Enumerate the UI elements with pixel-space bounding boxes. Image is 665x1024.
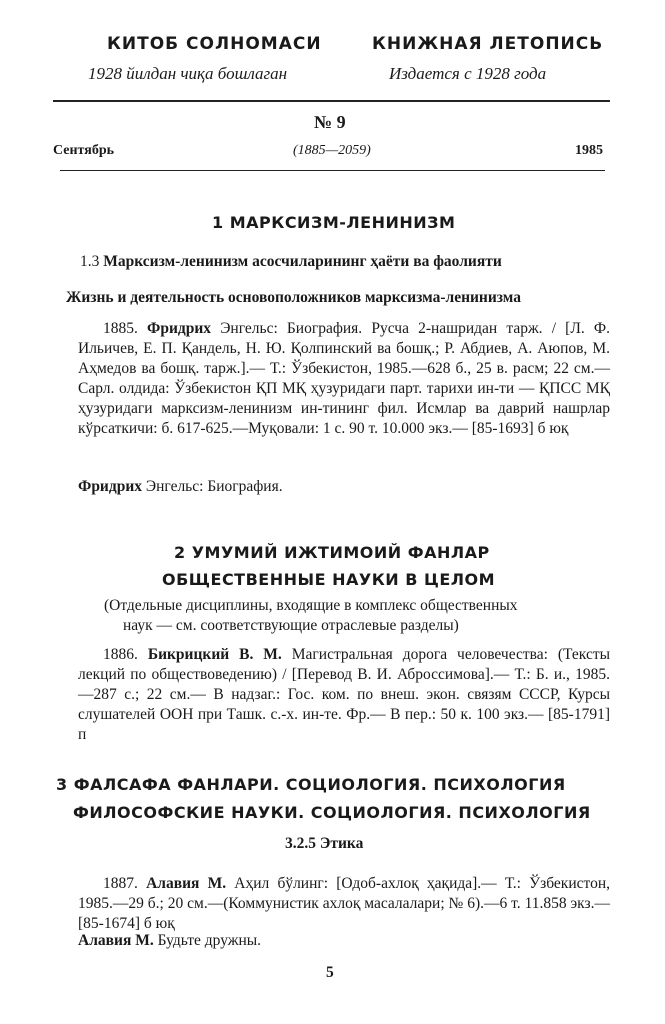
entry-1885-number: 1885. — [103, 320, 138, 337]
entry-1885 — [78, 319, 610, 439]
entry-1887-text: Аҳил бўлинг: [Одоб-ахлоқ ҳақида].— Т.: Ўзбекистон, 1985.—29 б.; 20 см.—(Коммунистик ахлоқ масалалари; № 6).—6 т. 11.858 экз.— [85-1674] б юқ — [78, 875, 610, 932]
issue-range: (1885—2059) — [293, 143, 371, 158]
masthead-left-title: КИТОБ СОЛНОМАСИ — [107, 34, 322, 54]
entry-1885-ref-author: Фридрих — [78, 478, 143, 495]
section1-sub-title: Марксизм-ленинизм асосчиларининг ҳаёти ва фаолияти — [103, 253, 502, 270]
section3-title-ru: ФИЛОСОФСКИЕ НАУКИ. СОЦИОЛОГИЯ. ПСИХОЛОГИЯ — [73, 803, 591, 822]
entry-1887-number: 1887. — [103, 875, 138, 892]
entry-1885-ref-text: Энгельс: Биография. — [145, 478, 283, 495]
entry-1887-author: Алавия М. — [146, 875, 227, 892]
page-number: 5 — [326, 964, 334, 981]
issue-month: Сентябрь — [53, 143, 115, 158]
entry-1886 — [78, 645, 610, 745]
section2-note-line2: наук — см. соответствующие отраслевые разделы) — [123, 617, 459, 634]
section2-title-uz: 2 УМУМИЙ ИЖТИМОИЙ ФАНЛАР — [174, 543, 490, 562]
entry-1887 — [78, 874, 610, 934]
masthead-left-subtitle: 1928 йилдан чиқа бошлаган — [88, 64, 288, 83]
section1-subheading-ru: Жизнь и деятельность основоположников марксизма-ленинизма — [66, 289, 522, 306]
section2-title-ru: ОБЩЕСТВЕННЫЕ НАУКИ В ЦЕЛОМ — [162, 570, 496, 589]
issue-number: № 9 — [314, 112, 346, 132]
section1-title: 1 МАРКСИЗМ-ЛЕНИНИЗМ — [212, 213, 456, 232]
section2-note-line1: (Отдельные дисциплины, входящие в комплекс общественных — [104, 597, 518, 614]
issue-year: 1985 — [575, 143, 603, 158]
masthead-rule — [53, 100, 610, 102]
section1-sub-number: 1.3 — [80, 253, 100, 270]
section1-subheading-uz — [80, 253, 502, 271]
section3-subheading: 3.2.5 Этика — [285, 835, 364, 852]
issue-rule — [60, 170, 605, 171]
entry-1887-ref-author: Алавия М. — [78, 932, 154, 949]
entry-1886-number: 1886. — [103, 646, 138, 663]
entry-1887-reference — [78, 932, 261, 950]
entry-1885-author: Фридрих — [147, 320, 212, 337]
entry-1886-author: Бикрицкий В. М. — [147, 646, 282, 663]
entry-1887-ref-text: Будьте дружны. — [157, 932, 262, 949]
entry-1885-reference — [78, 478, 283, 496]
masthead-right-subtitle: Издается с 1928 года — [389, 64, 547, 83]
entry-1885-text: Энгельс: Биография. Русча 2-нашридан тарж. / [Л. Ф. Ильичев, Е. П. Қандель, Н. Ю. Қолпинский ва бошқ.; Р. Абдиев, А. Аюпов, М. Аҳмедов ва бошқ. тарж.].— Т.: Ўзбекистон, 1985.—628 б., 25 в. расм; 22 см.— Сарл. олдида: Ўзбекистон ҚП МҚ ҳузуридаги парт. тарихи ин-ти — ҚПСС МҚ ҳузуридаги марксизм-ленинизм ин-тининг фил. Исмлар ва даврий нашрлар кўрсаткичи: б. 617-625.—Муқовали: 1 с. 90 т. 10.000 экз.— [85-1693] б юқ — [78, 320, 610, 437]
entry-1886-text: Магистральная дорога человечества: (Тексты лекций по обществоведению) / [Перевод В. И. Аброссимова].— Т.: Б. и., 1985.—287 с.; 22 см.— В надзаг.: Гос. ком. по внеш. экон. связям СССР, Курсы слушателей ООН при Ташк. с.-х. ин-те. Фр.— В пер.: 50 к. 100 экз.— [85-1791] п — [78, 646, 611, 743]
section3-title-uz: 3 ФАЛСАФА ФАНЛАРИ. СОЦИОЛОГИЯ. ПСИХОЛОГИЯ — [56, 775, 566, 794]
masthead-right-title: КНИЖНАЯ ЛЕТОПИСЬ — [372, 34, 604, 54]
